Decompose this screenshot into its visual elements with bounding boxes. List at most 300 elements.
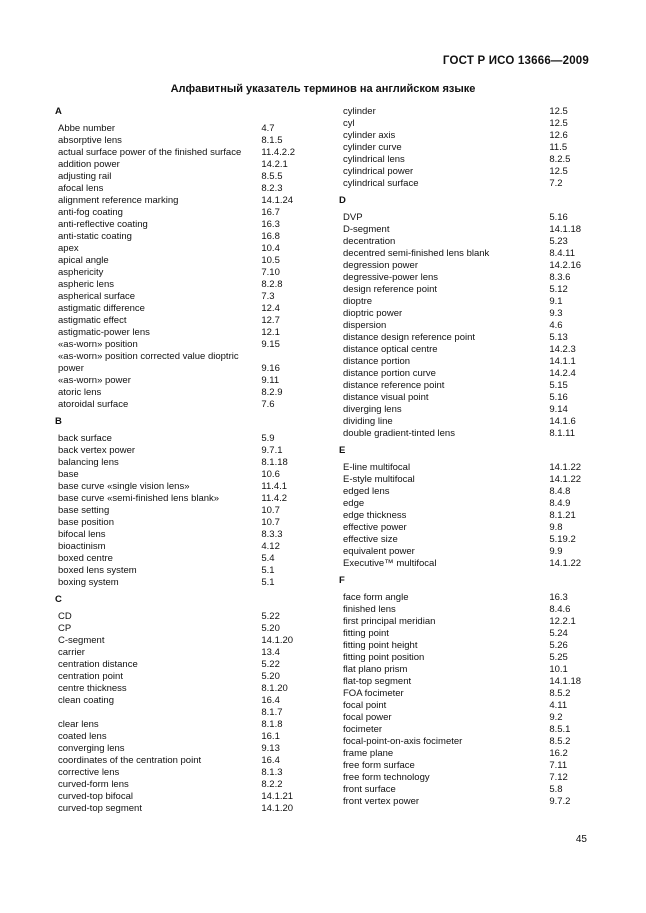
index-entry bbox=[55, 375, 305, 387]
index-term: focal-point-on-axis focimeter bbox=[343, 736, 463, 747]
index-entry bbox=[339, 784, 589, 796]
index-reference: 8.3.6 bbox=[549, 272, 571, 283]
index-term: aspherical surface bbox=[58, 291, 136, 302]
index-term: CD bbox=[58, 611, 72, 622]
index-entry bbox=[55, 433, 305, 445]
index-entry bbox=[55, 267, 305, 279]
index-entry bbox=[339, 332, 589, 344]
index-term: effective size bbox=[343, 534, 398, 545]
index-entry bbox=[55, 553, 305, 565]
index-entry bbox=[55, 541, 305, 553]
index-reference: 14.1.20 bbox=[261, 803, 294, 814]
index-term: front surface bbox=[343, 784, 396, 795]
index-entry bbox=[339, 510, 589, 522]
index-entry bbox=[339, 380, 589, 392]
index-term: E-line multifocal bbox=[343, 462, 411, 473]
index-entry bbox=[339, 474, 589, 486]
index-reference: 14.1.18 bbox=[549, 676, 582, 687]
index-reference: 12.1 bbox=[261, 327, 280, 338]
index-reference: 14.1.18 bbox=[549, 224, 582, 235]
index-reference: 11.5 bbox=[549, 142, 568, 153]
index-reference: 8.4.8 bbox=[549, 486, 571, 497]
index-entry bbox=[55, 231, 305, 243]
index-reference: 8.5.1 bbox=[549, 724, 571, 735]
index-term: E-style multifocal bbox=[343, 474, 415, 485]
index-entry bbox=[55, 327, 305, 339]
index-reference: 8.1.5 bbox=[261, 135, 283, 146]
index-reference: 9.9 bbox=[549, 546, 563, 557]
index-term bbox=[55, 707, 261, 719]
index-term: Executive™ multifocal bbox=[343, 558, 437, 569]
index-term: addition power bbox=[58, 159, 120, 170]
index-term: centre thickness bbox=[58, 683, 127, 694]
index-entry bbox=[339, 652, 589, 664]
index-term: frame plane bbox=[343, 748, 394, 759]
index-entry bbox=[339, 604, 589, 616]
index-entry bbox=[55, 123, 305, 135]
index-reference: 4.11 bbox=[549, 700, 568, 711]
index-reference: 16.3 bbox=[261, 219, 280, 230]
index-term: alignment reference marking bbox=[58, 195, 179, 206]
index-entry bbox=[339, 546, 589, 558]
index-entry bbox=[55, 219, 305, 231]
index-term: design reference point bbox=[343, 284, 438, 295]
index-reference: 10.1 bbox=[549, 664, 568, 675]
index-reference: 8.2.2 bbox=[261, 779, 283, 790]
index-reference: 16.8 bbox=[261, 231, 280, 242]
index-entry bbox=[339, 724, 589, 736]
index-reference: 14.1.24 bbox=[261, 195, 294, 206]
index-entry bbox=[55, 647, 305, 659]
index-term: fitting point height bbox=[343, 640, 418, 651]
index-entry bbox=[339, 154, 589, 166]
index-reference: 8.3.3 bbox=[261, 529, 283, 540]
page-title: Алфавитный указатель терминов на английском языке bbox=[170, 83, 476, 95]
index-reference: 9.1 bbox=[549, 296, 563, 307]
index-entry bbox=[55, 767, 305, 779]
index-term: astigmatic difference bbox=[58, 303, 145, 314]
index-term: decentration bbox=[343, 236, 396, 247]
index-reference: 14.2.3 bbox=[549, 344, 576, 355]
index-term: curved-form lens bbox=[58, 779, 129, 790]
index-term: cyl bbox=[343, 118, 355, 129]
index-term: anti-static coating bbox=[58, 231, 132, 242]
index-entry bbox=[55, 719, 305, 731]
index-reference: 16.3 bbox=[549, 592, 568, 603]
index-term: distance portion curve bbox=[343, 368, 436, 379]
index-reference: 4.7 bbox=[261, 123, 275, 134]
index-term: DVP bbox=[343, 212, 363, 223]
left-column bbox=[55, 106, 305, 820]
index-term: adjusting rail bbox=[58, 171, 112, 182]
index-entry bbox=[339, 628, 589, 640]
index-reference: 10.6 bbox=[261, 469, 280, 480]
index-reference: 12.5 bbox=[549, 118, 568, 129]
index-term: flat plano prism bbox=[343, 664, 408, 675]
index-term: double gradient-tinted lens bbox=[343, 428, 455, 439]
index-reference: 4.6 bbox=[549, 320, 563, 331]
index-term: focal point bbox=[343, 700, 387, 711]
index-entry bbox=[339, 236, 589, 248]
index-entry bbox=[339, 284, 589, 296]
index-reference: 5.24 bbox=[549, 628, 568, 639]
index-entry bbox=[339, 688, 589, 700]
index-entry bbox=[55, 577, 305, 589]
index-entry bbox=[55, 399, 305, 411]
index-term: coated lens bbox=[58, 731, 107, 742]
index-entry bbox=[55, 159, 305, 171]
index-term: anti-fog coating bbox=[58, 207, 123, 218]
index-reference: 7.6 bbox=[261, 399, 275, 410]
index-term: finished lens bbox=[343, 604, 396, 615]
index-term: distance visual point bbox=[343, 392, 429, 403]
index-term: astigmatic effect bbox=[58, 315, 127, 326]
index-reference: 9.8 bbox=[549, 522, 563, 533]
index-entry bbox=[55, 505, 305, 517]
index-reference: 11.4.2 bbox=[261, 493, 288, 504]
index-entry bbox=[339, 260, 589, 272]
index-entry bbox=[339, 320, 589, 332]
index-reference: 11.4.2.2 bbox=[261, 147, 295, 158]
index-term: focimeter bbox=[343, 724, 383, 735]
index-reference: 7.12 bbox=[549, 772, 568, 783]
index-entry bbox=[339, 796, 589, 808]
index-entry bbox=[339, 178, 589, 190]
index-reference: 14.1.22 bbox=[549, 558, 582, 569]
index-reference: 5.16 bbox=[549, 212, 568, 223]
index-reference: 10.7 bbox=[261, 505, 280, 516]
index-reference: 7.2 bbox=[549, 178, 563, 189]
section-letter: C bbox=[55, 594, 62, 605]
index-reference: 14.1.22 bbox=[549, 474, 582, 485]
index-term: cylindrical power bbox=[343, 166, 414, 177]
index-entry bbox=[55, 183, 305, 195]
index-reference: 5.15 bbox=[549, 380, 568, 391]
index-reference: 12.5 bbox=[549, 166, 568, 177]
section-letter: D bbox=[339, 195, 346, 206]
index-reference: 12.2.1 bbox=[549, 616, 576, 627]
index-reference bbox=[261, 351, 305, 363]
index-entry bbox=[339, 486, 589, 498]
index-term: face form angle bbox=[343, 592, 409, 603]
index-entry bbox=[339, 640, 589, 652]
index-reference: 14.1.20 bbox=[261, 635, 294, 646]
index-term: bifocal lens bbox=[58, 529, 106, 540]
index-reference: 8.4.11 bbox=[549, 248, 576, 259]
index-entry bbox=[55, 255, 305, 267]
index-reference: 8.5.5 bbox=[261, 171, 283, 182]
index-entry bbox=[55, 659, 305, 671]
index-reference: 5.9 bbox=[261, 433, 275, 444]
index-term: bioactinism bbox=[58, 541, 106, 552]
index-term: converging lens bbox=[58, 743, 125, 754]
index-entry bbox=[55, 387, 305, 399]
index-term: base position bbox=[58, 517, 114, 528]
section-letter: A bbox=[55, 106, 62, 117]
index-term: degressive-power lens bbox=[343, 272, 439, 283]
section-letter: E bbox=[339, 445, 346, 456]
index-entry bbox=[55, 363, 305, 375]
index-entry bbox=[339, 356, 589, 368]
index-entry bbox=[339, 428, 589, 440]
index-reference: 8.4.6 bbox=[549, 604, 571, 615]
index-entry bbox=[55, 147, 305, 159]
index-reference: 5.26 bbox=[549, 640, 568, 651]
index-entry bbox=[55, 517, 305, 529]
index-reference: 5.13 bbox=[549, 332, 568, 343]
index-entry bbox=[55, 351, 305, 363]
index-term: edge bbox=[343, 498, 365, 509]
section-letter: B bbox=[55, 416, 62, 427]
index-term: diverging lens bbox=[343, 404, 402, 415]
index-entry bbox=[55, 315, 305, 327]
index-entry bbox=[339, 296, 589, 308]
index-term: actual surface power of the finished surface bbox=[58, 147, 242, 158]
index-entry bbox=[55, 457, 305, 469]
index-term: distance reference point bbox=[343, 380, 445, 391]
index-reference: 16.4 bbox=[261, 695, 280, 706]
index-term: power bbox=[58, 363, 84, 374]
index-term: astigmatic-power lens bbox=[58, 327, 150, 338]
index-term: D-segment bbox=[343, 224, 390, 235]
index-term: fitting point bbox=[343, 628, 389, 639]
index-reference: 5.20 bbox=[261, 623, 280, 634]
index-term: atoroidal surface bbox=[58, 399, 129, 410]
index-entry bbox=[55, 743, 305, 755]
index-reference: 10.4 bbox=[261, 243, 280, 254]
index-term: cylindrical surface bbox=[343, 178, 419, 189]
index-reference: 8.1.7 bbox=[261, 707, 283, 718]
index-reference: 9.15 bbox=[261, 339, 280, 350]
index-reference: 7.11 bbox=[549, 760, 568, 771]
index-entry bbox=[55, 469, 305, 481]
index-entry bbox=[339, 522, 589, 534]
index-term: carrier bbox=[58, 647, 85, 658]
index-term: base curve «semi-finished lens blank» bbox=[58, 493, 220, 504]
index-reference: 12.5 bbox=[549, 106, 568, 117]
index-term: centration distance bbox=[58, 659, 138, 670]
index-entry bbox=[55, 171, 305, 183]
index-term: boxed lens system bbox=[58, 565, 137, 576]
index-reference: 8.1.8 bbox=[261, 719, 283, 730]
index-reference: 5.12 bbox=[549, 284, 568, 295]
index-reference: 9.3 bbox=[549, 308, 563, 319]
index-term: edge thickness bbox=[343, 510, 407, 521]
index-reference: 9.13 bbox=[261, 743, 280, 754]
index-reference: 8.2.5 bbox=[549, 154, 571, 165]
index-entry bbox=[339, 534, 589, 546]
index-entry bbox=[339, 308, 589, 320]
index-term: back surface bbox=[58, 433, 112, 444]
index-entry bbox=[339, 676, 589, 688]
index-reference: 8.1.3 bbox=[261, 767, 283, 778]
index-entry bbox=[339, 748, 589, 760]
index-entry bbox=[339, 664, 589, 676]
index-reference: 14.1.22 bbox=[549, 462, 582, 473]
index-entry bbox=[55, 565, 305, 577]
index-reference: 5.25 bbox=[549, 652, 568, 663]
index-entry bbox=[339, 736, 589, 748]
index-entry bbox=[55, 481, 305, 493]
index-entry bbox=[55, 611, 305, 623]
right-column bbox=[339, 106, 589, 813]
index-reference: 16.7 bbox=[261, 207, 280, 218]
index-entry bbox=[55, 731, 305, 743]
index-entry bbox=[55, 779, 305, 791]
index-entry bbox=[55, 207, 305, 219]
index-entry bbox=[339, 272, 589, 284]
index-entry bbox=[55, 803, 305, 815]
index-term: dioptre bbox=[343, 296, 373, 307]
index-entry bbox=[55, 529, 305, 541]
index-reference: 8.1.18 bbox=[261, 457, 288, 468]
index-reference: 14.2.1 bbox=[261, 159, 288, 170]
index-term: coordinates of the centration point bbox=[58, 755, 202, 766]
index-reference: 8.1.11 bbox=[549, 428, 576, 439]
index-reference: 9.11 bbox=[261, 375, 280, 386]
index-term: FOA focimeter bbox=[343, 688, 404, 699]
index-entry bbox=[55, 339, 305, 351]
index-reference: 8.1.20 bbox=[261, 683, 288, 694]
index-term: curved-top bifocal bbox=[58, 791, 133, 802]
index-reference: 11.4.1 bbox=[261, 481, 288, 492]
index-term: clean coating bbox=[58, 695, 114, 706]
index-term: «as-worn» position bbox=[58, 339, 138, 350]
index-term: flat-top segment bbox=[343, 676, 412, 687]
index-entry bbox=[339, 166, 589, 178]
index-term: curved-top segment bbox=[58, 803, 142, 814]
index-reference: 16.1 bbox=[261, 731, 280, 742]
index-entry bbox=[55, 791, 305, 803]
index-entry bbox=[339, 592, 589, 604]
index-reference: 8.2.8 bbox=[261, 279, 283, 290]
index-term: asphericity bbox=[58, 267, 104, 278]
index-term: distance portion bbox=[343, 356, 411, 367]
index-reference: 14.1.1 bbox=[549, 356, 576, 367]
index-term: dispersion bbox=[343, 320, 387, 331]
index-term: Abbe number bbox=[58, 123, 116, 134]
index-term: absorptive lens bbox=[58, 135, 122, 146]
index-reference: 5.20 bbox=[261, 671, 280, 682]
index-reference: 4.12 bbox=[261, 541, 280, 552]
index-reference: 8.4.9 bbox=[549, 498, 571, 509]
index-reference: 8.2.9 bbox=[261, 387, 283, 398]
index-term: effective power bbox=[343, 522, 407, 533]
index-term: boxing system bbox=[58, 577, 119, 588]
index-reference: 12.4 bbox=[261, 303, 280, 314]
index-reference: 9.2 bbox=[549, 712, 563, 723]
index-term: corrective lens bbox=[58, 767, 120, 778]
index-term: clear lens bbox=[58, 719, 99, 730]
index-term: cylinder bbox=[343, 106, 376, 117]
index-reference: 8.5.2 bbox=[549, 688, 571, 699]
index-entry bbox=[55, 635, 305, 647]
index-term: atoric lens bbox=[58, 387, 102, 398]
index-reference: 12.7 bbox=[261, 315, 280, 326]
index-reference: 5.22 bbox=[261, 611, 280, 622]
index-term: focal power bbox=[343, 712, 392, 723]
index-reference: 12.6 bbox=[549, 130, 568, 141]
index-term: fitting point position bbox=[343, 652, 425, 663]
index-entry bbox=[339, 558, 589, 570]
page-number: 45 bbox=[575, 834, 587, 845]
index-term: edged lens bbox=[343, 486, 390, 497]
index-term: C-segment bbox=[58, 635, 105, 646]
index-term: aspheric lens bbox=[58, 279, 114, 290]
index-entry bbox=[55, 279, 305, 291]
index-entry bbox=[339, 462, 589, 474]
index-entry bbox=[55, 683, 305, 695]
index-term: centration point bbox=[58, 671, 123, 682]
index-entry bbox=[339, 404, 589, 416]
index-term: base curve «single vision lens» bbox=[58, 481, 190, 492]
index-reference: 14.2.4 bbox=[549, 368, 576, 379]
index-term: free form surface bbox=[343, 760, 415, 771]
index-term: CP bbox=[58, 623, 72, 634]
index-reference: 5.1 bbox=[261, 565, 275, 576]
index-entry bbox=[55, 707, 305, 719]
index-entry bbox=[55, 291, 305, 303]
index-entry bbox=[339, 130, 589, 142]
index-reference: 9.16 bbox=[261, 363, 280, 374]
index-term: cylinder axis bbox=[343, 130, 396, 141]
index-reference: 14.1.6 bbox=[549, 416, 576, 427]
index-entry bbox=[339, 248, 589, 260]
index-entry bbox=[339, 106, 589, 118]
index-term: first principal meridian bbox=[343, 616, 436, 627]
index-reference: 8.5.2 bbox=[549, 736, 571, 747]
index-term: cylindrical lens bbox=[343, 154, 405, 165]
index-reference: 8.2.3 bbox=[261, 183, 283, 194]
index-term: anti-reflective coating bbox=[58, 219, 148, 230]
index-entry bbox=[55, 445, 305, 457]
index-reference: 7.3 bbox=[261, 291, 275, 302]
index-term: degression power bbox=[343, 260, 418, 271]
index-reference: 5.1 bbox=[261, 577, 275, 588]
index-term: «as-worn» power bbox=[58, 375, 131, 386]
index-entry bbox=[55, 303, 305, 315]
index-reference: 10.5 bbox=[261, 255, 280, 266]
index-entry bbox=[55, 671, 305, 683]
index-reference: 5.4 bbox=[261, 553, 275, 564]
index-reference: 5.19.2 bbox=[549, 534, 576, 545]
index-term: front vertex power bbox=[343, 796, 420, 807]
index-term: afocal lens bbox=[58, 183, 104, 194]
index-term: dioptric power bbox=[343, 308, 403, 319]
index-term: equivalent power bbox=[343, 546, 415, 557]
index-reference: 7.10 bbox=[261, 267, 280, 278]
index-entry bbox=[339, 368, 589, 380]
index-term: base bbox=[58, 469, 79, 480]
index-reference: 5.22 bbox=[261, 659, 280, 670]
index-reference: 5.16 bbox=[549, 392, 568, 403]
index-term: back vertex power bbox=[58, 445, 136, 456]
index-entry bbox=[339, 712, 589, 724]
index-reference: 8.1.21 bbox=[549, 510, 576, 521]
index-entry bbox=[339, 498, 589, 510]
index-reference: 16.4 bbox=[261, 755, 280, 766]
index-term: boxed centre bbox=[58, 553, 113, 564]
index-entry bbox=[339, 344, 589, 356]
index-reference: 10.7 bbox=[261, 517, 280, 528]
index-entry bbox=[55, 493, 305, 505]
index-reference: 9.7.2 bbox=[549, 796, 571, 807]
index-reference: 14.2.16 bbox=[549, 260, 582, 271]
index-reference: 13.4 bbox=[261, 647, 280, 658]
index-entry bbox=[55, 623, 305, 635]
index-reference: 9.7.1 bbox=[261, 445, 283, 456]
index-entry bbox=[55, 243, 305, 255]
